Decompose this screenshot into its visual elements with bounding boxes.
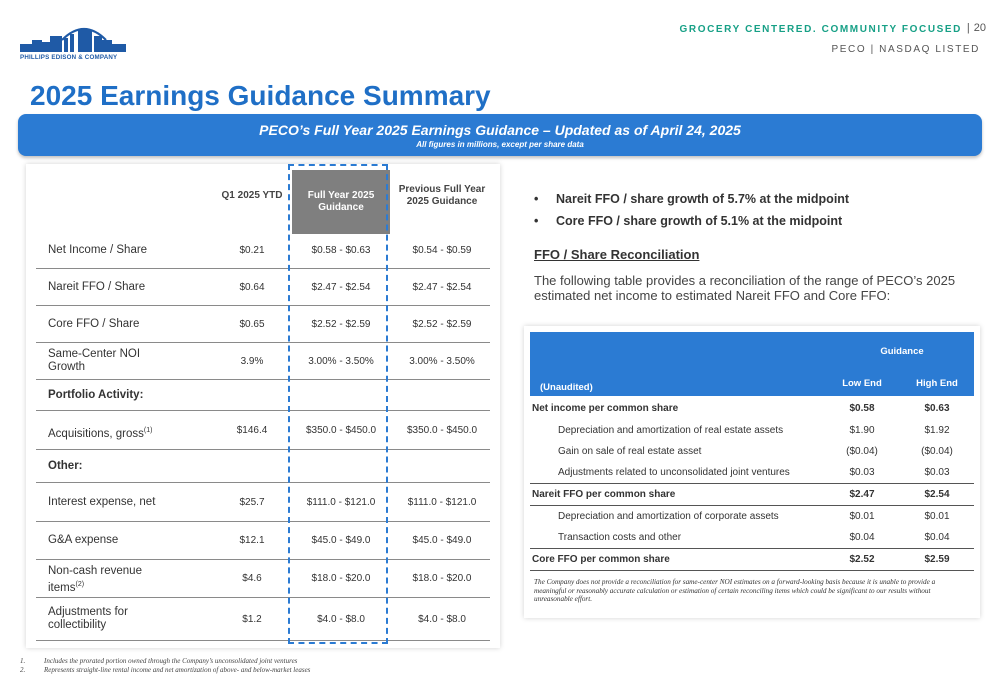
table-row: Acquisitions, gross$^{(1)}$ $146.4 $350.0 - $450.0 $350.0 - $450.0 [36, 411, 490, 450]
guidance-table [26, 164, 500, 648]
logo-text: PHILLIPS EDISON & COMPANY [20, 54, 118, 61]
banner-subheading: All figures in millions, except per share data [416, 140, 584, 149]
footnote-2: 2. Represents straight-line rental income and net amortization of above- and below-market leases [20, 666, 311, 674]
subtag: PECO | NASDAQ LISTED [831, 44, 980, 55]
reconciliation-table [524, 326, 980, 618]
footnote-1: 1. Includes the prorated portion owned through the Company’s unconsolidated joint ventures [20, 657, 298, 665]
footnotes [20, 657, 310, 675]
table-row: Transaction costs and other $0.04 $0.04 [558, 532, 950, 543]
guidance-header: Guidance [880, 346, 924, 357]
table-row: Gain on sale of real estate asset ($0.04) ($0.04) [558, 446, 953, 457]
reconciliation-paragraph: The following table provides a reconciliation of the range of PECO’s 2025 estimated net income to estimated Nareit FFO and Core FFO: [534, 273, 956, 303]
table-row: Portfolio Activity: [36, 380, 490, 411]
page-number: | 20 [966, 22, 986, 34]
banner-heading: PECO’s Full Year 2025 Earnings Guidance – Updated as of April 24, 2025 [259, 122, 741, 138]
table-row: Core FFO / Share $0.65 $2.52 - $2.59 $2.52 - $2.59 [36, 306, 490, 343]
high-end-header: High End [916, 378, 958, 389]
reconciliation-table-header [530, 332, 974, 396]
col-full-year: Full Year 2025 Guidance [292, 170, 390, 234]
tagline: GROCERY CENTERED. COMMUNITY FOCUSED [679, 24, 962, 35]
table-row: Non-cash revenue items$^{(2)}$ $4.6 $18.0 - $20.0 $18.0 - $20.0 [36, 560, 490, 598]
col-previous: Previous Full Year 2025 Guidance [398, 184, 486, 207]
table-row: Adjustments for collectibility $1.2 $4.0 - $8.0 $4.0 - $8.0 [36, 598, 490, 641]
table-row: Depreciation and amortization of corporate assets $0.01 $0.01 [558, 511, 950, 522]
low-end-header: Low End [842, 378, 882, 389]
growth-bullets [534, 192, 849, 236]
table-row: Depreciation and amortization of real estate assets $1.90 $1.92 [558, 425, 950, 436]
col-q1: Q1 2025 YTD [221, 190, 283, 201]
reconciliation-heading: FFO / Share Reconciliation [534, 247, 700, 262]
guidance-table-header [26, 164, 500, 232]
table-row: Same-Center NOI Growth 3.9% 3.00% - 3.50% 3.00% - 3.50% [36, 343, 490, 380]
table-row: Interest expense, net $25.7 $111.0 - $121.0 $111.0 - $121.0 [36, 483, 490, 522]
table-row: Adjustments related to unconsolidated joint ventures $0.03 $0.03 [558, 467, 950, 478]
unaudited-label: (Unaudited) [540, 382, 593, 393]
table-row: Nareit FFO per common share $2.47 $2.54 [530, 483, 974, 506]
table-row: Other: [36, 450, 490, 483]
table-row: Nareit FFO / Share $0.64 $2.47 - $2.54 $2.47 - $2.54 [36, 269, 490, 306]
page-title: 2025 Earnings Guidance Summary [30, 80, 491, 111]
reconciliation-note: The Company does not provide a reconciliation for same-center NOI estimates on a forward-looking basis because it is unable to provide a meaningful or reasonably accurate calculation or estimation of certain reconciling items which could be significant to our results without unreasonable effort. [534, 578, 936, 603]
table-row: G&A expense $12.1 $45.0 - $49.0 $45.0 - $49.0 [36, 522, 490, 560]
guidance-banner [18, 114, 982, 156]
table-row: Net income per common share $0.58 $0.63 [532, 403, 950, 414]
bullet-item: • Nareit FFO / share growth of 5.7% at the midpoint [534, 192, 850, 206]
table-row: Net Income / Share $0.21 $0.58 - $0.63 $0.54 - $0.59 [36, 234, 490, 269]
table-row: Core FFO per common share $2.52 $2.59 [530, 548, 974, 571]
bullet-item: • Core FFO / share growth of 5.1% at the midpoint [534, 214, 843, 228]
